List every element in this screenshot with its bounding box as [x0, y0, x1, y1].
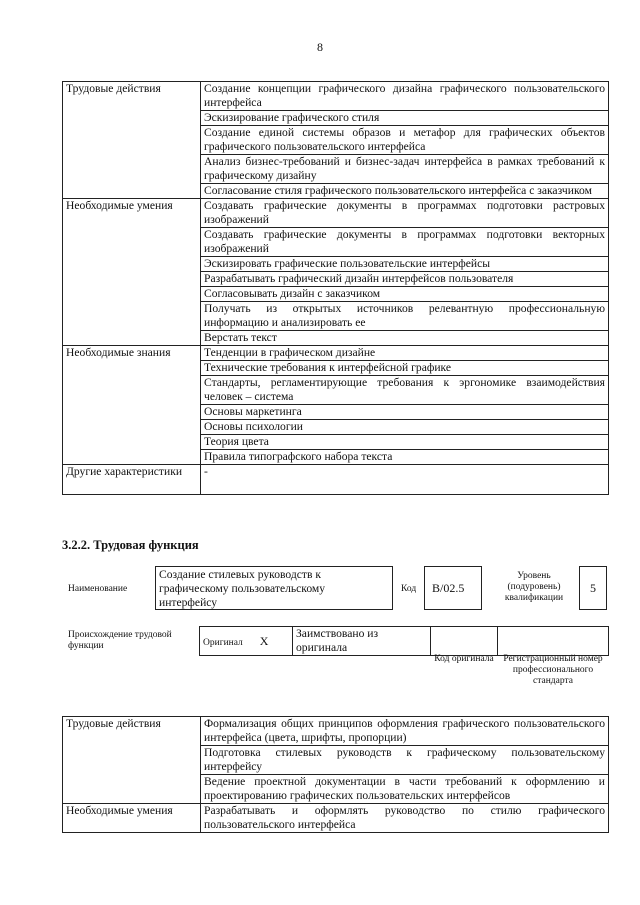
table-row: [63, 465, 609, 495]
origin-original-mark: X: [259, 633, 269, 648]
row-label-labor-actions: Трудовые действия: [63, 717, 201, 804]
row-label-other: Другие характеристики: [63, 465, 201, 495]
row-label-labor-actions: Трудовые действия: [63, 82, 201, 199]
origin-reg-cell: [498, 627, 609, 656]
origin-table: [199, 626, 609, 656]
table-cell: Создание единой системы образов и метафор для графических объектов графического пользовательского интерфейса: [201, 126, 609, 155]
table-cell: Разрабатывать графический дизайн интерфейсов пользователя: [201, 272, 609, 287]
table-row: [63, 346, 609, 361]
table-cell: Верстать текст: [201, 331, 609, 346]
table-row: [63, 804, 609, 833]
table-cell: Создание концепции графического дизайна графического пользовательского интерфейса: [201, 82, 609, 111]
name-value: Создание стилевых руководств к графическому пользовательскому интерфейсу: [159, 568, 326, 609]
origin-code-caption: Код оригинала: [434, 654, 494, 664]
table-cell: Создавать графические документы в программах подготовки векторных изображений: [201, 228, 609, 257]
table-row: [63, 82, 609, 111]
page-number: 8: [317, 40, 323, 54]
table-row: [200, 627, 609, 656]
table-cell: Разрабатывать и оформлять руководство по стилю графического пользовательского интерфейса: [201, 804, 609, 833]
table-cell: Технические требования к интерфейсной графике: [201, 361, 609, 376]
table-row: [63, 717, 609, 746]
competency-table-2: [62, 716, 609, 833]
table-cell: Правила типографского набора текста: [201, 450, 609, 465]
row-label-knowledge: Необходимые знания: [63, 346, 201, 465]
code-label: Код: [401, 584, 417, 594]
table-cell: Эскизирование графического стиля: [201, 111, 609, 126]
table-cell: Формализация общих принципов оформления графического пользовательского интерфейса (цвета, шрифты, пропорции): [201, 717, 609, 746]
section-title: 3.2.2. Трудовая функция: [62, 538, 199, 552]
table-cell: Основы психологии: [201, 420, 609, 435]
level-value: 5: [590, 581, 596, 595]
table-cell: Получать из открытых источников релевантную профессиональную информацию и анализировать ее: [201, 302, 609, 331]
table-cell: Тенденции в графическом дизайне: [201, 346, 609, 361]
table-cell: Основы маркетинга: [201, 405, 609, 420]
row-label-skills: Необходимые умения: [63, 804, 201, 833]
origin-original-cell: [200, 627, 293, 656]
origin-borrowed-label: Заимствовано из оригинала: [293, 627, 431, 656]
table-cell: Эскизировать графические пользовательские интерфейсы: [201, 257, 609, 272]
table-row: [63, 199, 609, 228]
table-cell: Ведение проектной документации в части требований к оформлению и проектированию графических пользовательских интерфейсов: [201, 775, 609, 804]
competency-table-1: [62, 81, 609, 495]
table-cell: Подготовка стилевых руководств к графическому пользовательскому интерфейсу: [201, 746, 609, 775]
origin-original-label: Оригинал: [203, 637, 243, 648]
table-cell: Теория цвета: [201, 435, 609, 450]
table-cell: Стандарты, регламентирующие требования к эргономике взаимодействия человек – система: [201, 376, 609, 405]
table-cell: Согласовывать дизайн с заказчиком: [201, 287, 609, 302]
table-cell: Создавать графические документы в программах подготовки растровых изображений: [201, 199, 609, 228]
origin-code-cell: [431, 627, 498, 656]
origin-reg-caption: Регистрационный номер профессионального стандарта: [503, 654, 603, 686]
code-value: B/02.5: [432, 581, 465, 595]
row-label-skills: Необходимые умения: [63, 199, 201, 346]
table-cell: Анализ бизнес-требований и бизнес-задач интерфейса в рамках требований к графическому дизайну: [201, 155, 609, 184]
table-cell: -: [201, 465, 609, 495]
origin-label: Происхождение трудовой функции: [68, 630, 172, 651]
name-label: Наименование: [68, 584, 128, 594]
level-label: Уровень (подуровень) квалификации: [504, 571, 564, 603]
table-cell: Согласование стиля графического пользовательского интерфейса с заказчиком: [201, 184, 609, 199]
